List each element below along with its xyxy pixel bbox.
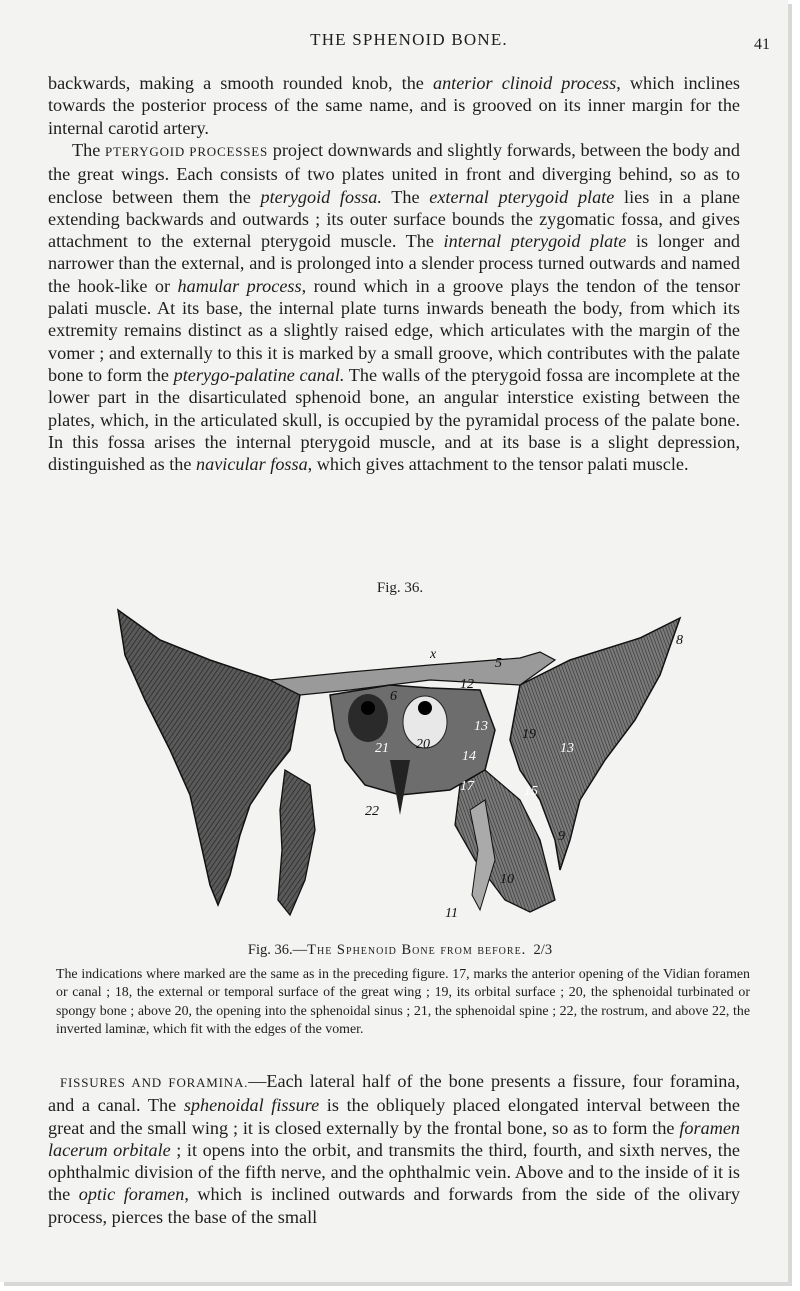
text-run: is the obliquely placed elongated interval between the great and the small wing ; it is closed externally by the frontal bone, so as to form the	[48, 1095, 740, 1138]
label-x: x	[430, 647, 437, 662]
page-header	[48, 30, 770, 58]
text-run: , which is inclined outwards and forwards from the side of the olivary process, pierces the base of the small	[48, 1184, 740, 1227]
left-pterygoid-process	[278, 770, 315, 915]
text-run: FISSURES AND FORAMINA.	[60, 1075, 249, 1090]
figure-label: Fig. 36.	[376, 580, 424, 596]
label-21: 21	[375, 741, 389, 756]
label-5: 5	[495, 656, 502, 671]
text-run: hamular process	[177, 275, 302, 296]
text-run: sphenoidal fissure	[183, 1095, 320, 1116]
text-run: pterygo-palatine canal.	[173, 364, 345, 385]
text-run: , which gives attachment to the tensor palati muscle.	[307, 454, 689, 475]
caption-title-text: The Sphenoid Bone from before.	[307, 942, 527, 958]
label-11: 11	[445, 906, 458, 921]
text-run: , round which in a groove plays the tendon of the tensor palati muscle. At its base, the internal plate turns inwards beneath the body, from which its extremity remains distinct as a slightly raised edge, which articulates with the margin of the vomer ; and externally to this it is marked by a small groove, which contributes with the palate bone to form the	[48, 275, 741, 385]
label-6: 6	[390, 689, 397, 704]
text-run: external pterygoid plate	[429, 186, 615, 207]
label-15: 15	[524, 784, 538, 799]
label-22: 22	[365, 804, 379, 819]
text-run: —Each lateral half of the bone presents a fissure, four foramina, and a canal. The	[48, 1071, 740, 1116]
paragraph-clinoid	[48, 72, 740, 139]
text-run: internal pterygoid plate	[443, 231, 627, 252]
text-run: anterior clinoid process	[432, 73, 617, 93]
caption-prefix: Fig. 36.—	[247, 942, 308, 958]
text-run: PTERYGOID PROCESSES	[104, 144, 269, 159]
label-14: 14	[462, 749, 476, 764]
paragraph-fissures-foramina	[48, 1070, 740, 1228]
figure-caption-title	[0, 942, 800, 959]
label-17: 17	[460, 779, 474, 794]
text-run: , which inclines towards the posterior process of the same name, and is grooved on its inner margin for the internal carotid artery.	[48, 73, 740, 138]
sphenoid-bone-illustration	[100, 600, 700, 930]
text-run: foramen lacerum orbitale	[48, 1117, 740, 1160]
text-run: navicular fossa	[196, 454, 308, 475]
label-8: 8	[676, 633, 683, 648]
label-10: 10	[500, 872, 514, 887]
running-title: THE SPHENOID BONE.	[310, 30, 508, 49]
figure-caption-text: The indications where marked are the same as in the preceding figure. 17, marks the anterior opening of the Vidian foramen or canal ; 18, the external or temporal surface of the great wing ; 19, its orbital surface ; 20, the sphenoidal turbinated or spongy bone ; above 20, the opening into the sphenoidal sinus ; 21, the sphenoidal spine ; 22, the rostrum, and above 22, the inverted laminæ, which fit with the edges of the vomer.	[56, 967, 750, 1038]
text-run: project downwards and slightly forwards, between the body and the great wings. Each consists of two plates united in front and diverging behind, so as to enclose between them the	[48, 140, 740, 207]
page-number: 41	[754, 36, 770, 53]
text-run: ; it opens into the orbit, and transmits the third, fourth, and sixth nerves, the ophthalmic division of the fifth nerve, and the ophthalmic vein. Above and to the inside of it is the	[48, 1139, 740, 1205]
label-9: 9	[558, 829, 565, 844]
label-13-left: 13	[474, 719, 488, 734]
text-run: The	[72, 140, 105, 160]
label-19: 19	[522, 727, 536, 742]
label-20: 20	[416, 737, 430, 752]
left-great-wing	[118, 610, 300, 905]
paragraph-pterygoid-processes	[48, 139, 740, 475]
label-12: 12	[460, 677, 474, 692]
sphenoid-bone-drawing	[100, 600, 700, 930]
text-run: pterygoid fossa.	[260, 186, 382, 207]
text-run: optic foramen	[78, 1184, 185, 1205]
text-run: is longer and narrower than the external, and is prolonged into a slender process turned outwards and named the hook-like or	[48, 231, 741, 296]
text-run: The	[381, 186, 430, 207]
caption-scale: 2/3	[533, 942, 553, 958]
text-run: backwards, making a smooth rounded knob, the	[48, 73, 433, 93]
text-run: lies in a plane extending backwards and outwards ; its outer surface bounds the zygomatic fossa, and gives attachment to the external pterygoid muscle. The	[48, 186, 740, 252]
label-13-right: 13	[560, 741, 574, 756]
text-run: The walls of the pterygoid fossa are incomplete at the lower part in the disarticulated sphenoid bone, an angular interstice existing between the plates, which, in the articulated skull, is occupied by the pyramidal process of the palate bone. In this fossa arises the internal pterygoid muscle, and at its base is a slight depression, distinguished as the	[48, 364, 740, 475]
